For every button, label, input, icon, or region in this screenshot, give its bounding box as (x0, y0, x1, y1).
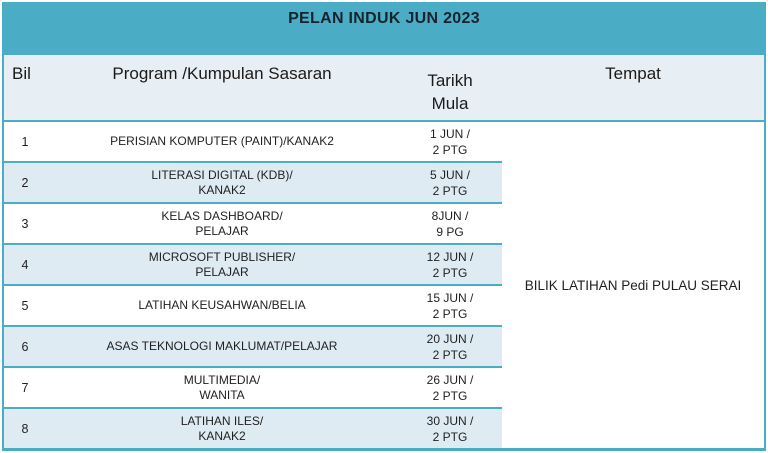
tarikh-line2: 2 PTG (432, 142, 468, 157)
program-line2: PELAJAR (195, 223, 249, 238)
tarikh-line2: 2 PTG (432, 306, 468, 321)
row-number: 1 (21, 134, 29, 149)
table-row (4, 409, 502, 448)
header-program: Program /Kumpulan Sasaran (112, 64, 332, 83)
tarikh-line1: 15 JUN / (426, 290, 474, 305)
program-line2: KANAK2 (198, 428, 246, 443)
tarikh-line1: 8JUN / (431, 208, 469, 223)
program-line1: LATIHAN KEUSAHWAN/BELIA (138, 298, 306, 312)
row-number: 8 (21, 421, 29, 436)
tarikh-line2: 2 PTG (432, 347, 468, 362)
table-body-rows (4, 122, 502, 448)
tarikh-line1: 26 JUN / (426, 372, 474, 387)
tarikh-line2: 9 PG (436, 224, 464, 239)
tarikh-cell (398, 163, 502, 202)
tarikh-cell (398, 286, 502, 325)
tarikh-line2: 2 PTG (432, 388, 468, 403)
header-tarikh-line2: Mula (431, 94, 469, 113)
table-row (4, 286, 502, 327)
header-tempat: Tempat (605, 64, 661, 83)
program-line1: LATIHAN ILES/ (180, 413, 264, 428)
program-line1: MICROSOFT PUBLISHER/ (148, 249, 296, 264)
tarikh-line1: 1 JUN / (429, 126, 470, 141)
program-cell (46, 409, 398, 448)
tarikh-line1: 30 JUN / (426, 413, 474, 428)
row-number: 2 (21, 175, 29, 190)
header-bil: Bil (12, 64, 31, 83)
table-row (4, 245, 502, 286)
table-row (4, 163, 502, 204)
tarikh-cell (398, 204, 502, 243)
table-row (4, 327, 502, 368)
page-title: PELAN INDUK JUN 2023 (288, 10, 480, 27)
program-line1: PERISIAN KOMPUTER (PAINT)/KANAK2 (110, 134, 334, 148)
program-cell (46, 327, 398, 366)
table-frame (2, 2, 766, 451)
program-cell (46, 368, 398, 407)
program-line2: WANITA (199, 387, 245, 402)
program-cell (46, 204, 398, 243)
program-cell (46, 245, 398, 284)
header-tarikh-line1: Tarikh (427, 71, 473, 90)
tarikh-line1: 20 JUN / (426, 331, 474, 346)
tarikh-line2: 2 PTG (432, 183, 468, 198)
program-line2: KANAK2 (198, 182, 246, 197)
tarikh-cell (398, 368, 502, 407)
row-number: 7 (21, 380, 29, 395)
table-row (4, 368, 502, 409)
program-line1: LITERASI DIGITAL (KDB)/ (151, 167, 293, 182)
row-number: 6 (21, 339, 29, 354)
tempat-merged-cell: BILIK LATIHAN Pedi PULAU SERAI (502, 122, 764, 448)
program-line1: MULTIMEDIA/ (183, 372, 261, 387)
table-body (4, 122, 764, 451)
tarikh-cell (398, 245, 502, 284)
tarikh-line2: 2 PTG (432, 265, 468, 280)
tarikh-cell (398, 327, 502, 366)
tarikh-cell (398, 122, 502, 161)
program-line1: KELAS DASHBOARD/ (161, 208, 283, 223)
tarikh-line2: 2 PTG (432, 429, 468, 444)
table-row (4, 204, 502, 245)
header-tarikh (398, 55, 502, 120)
tarikh-line1: 5 JUN / (429, 167, 470, 182)
table-header (4, 55, 764, 122)
row-number: 5 (21, 298, 29, 313)
tarikh-cell (398, 409, 502, 448)
program-cell (46, 163, 398, 202)
program-line1: ASAS TEKNOLOGI MAKLUMAT/PELAJAR (106, 339, 338, 353)
program-line2: PELAJAR (195, 264, 249, 279)
program-cell (46, 122, 398, 161)
row-number: 3 (21, 216, 29, 231)
table-row (4, 122, 502, 163)
tarikh-line1: 12 JUN / (426, 249, 474, 264)
program-cell (46, 286, 398, 325)
row-number: 4 (21, 257, 29, 272)
title-band (4, 2, 764, 55)
